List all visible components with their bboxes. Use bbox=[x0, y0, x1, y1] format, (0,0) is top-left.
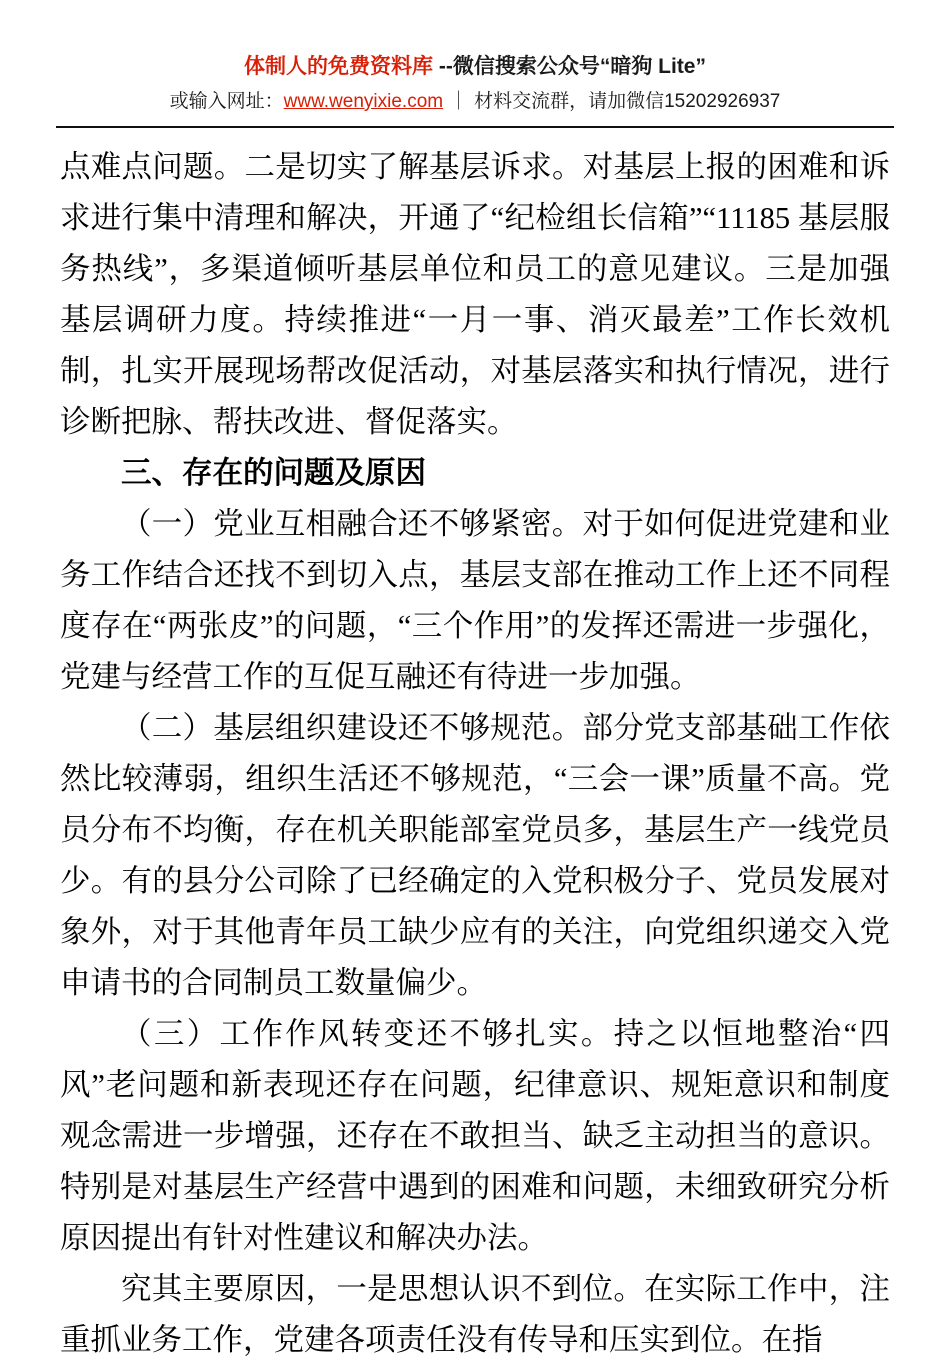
banner-contact-text: 材料交流群，请加微信15202926937 bbox=[474, 91, 781, 112]
document-body bbox=[0, 128, 950, 1366]
promo-banner bbox=[0, 0, 950, 116]
banner-url-prefix: 或输入网址： bbox=[169, 91, 284, 112]
banner-title-rest: --微信搜索公众号“暗狗 Lite” bbox=[433, 55, 706, 78]
banner-website-link[interactable]: www.wenyixie.com bbox=[283, 91, 444, 112]
paragraph-problem-one: （一）党业互相融合还不够紧密。对于如何促进党建和业务工作结合还找不到切入点，基层支部在推动工作上还不同程度存在“两张皮”的问题，“三个作用”的发挥还需进一步强化，党建与经营工作的互促互融还有待进一步加强。 bbox=[60, 507, 890, 694]
banner-separator: ｜ bbox=[449, 91, 469, 112]
paragraph-problem-two: （二）基层组织建设还不够规范。部分党支部基础工作依然比较薄弱，组织生活还不够规范，“三会一课”质量不高。党员分布不均衡，存在机关职能部室党员多，基层生产一线党员少。有的县分公司除了已经确定的入党积极分子、党员发展对象外，对于其他青年员工缺少应有的关注，向党组织递交入党申请书的合同制员工数量偏少。 bbox=[60, 711, 890, 1000]
paragraph-problem-three: （三）工作作风转变还不够扎实。持之以恒地整治“四风”老问题和新表现还存在问题，纪律意识、规矩意识和制度观念需进一步增强，还存在不敢担当、缺乏主动担当的意识。特别是对基层生产经营中遇到的困难和问题，未细致研究分析原因提出有针对性建议和解决办法。 bbox=[60, 1017, 890, 1255]
paragraph-root-cause: 究其主要原因，一是思想认识不到位。在实际工作中，注重抓业务工作，党建各项责任没有传导和压实到位。在指 bbox=[60, 1272, 890, 1357]
banner-line-2 bbox=[0, 88, 950, 116]
paragraph-continuation: 点难点问题。二是切实了解基层诉求。对基层上报的困难和诉求进行集中清理和解决，开通了“纪检组长信箱”“11185 基层服务热线”，多渠道倾听基层单位和员工的意见建议。三是加强基层调研力度。持续推进“一月一事、消灭最差”工作长效机制，扎实开展现场帮改促活动，对基层落实和执行情况，进行诊断把脉、帮扶改进、督促落实。 bbox=[60, 150, 890, 439]
section-heading-problems: 三、存在的问题及原因 bbox=[121, 456, 426, 490]
banner-line-1 bbox=[0, 52, 950, 82]
banner-title-red: 体制人的免费资料库 bbox=[244, 55, 433, 78]
